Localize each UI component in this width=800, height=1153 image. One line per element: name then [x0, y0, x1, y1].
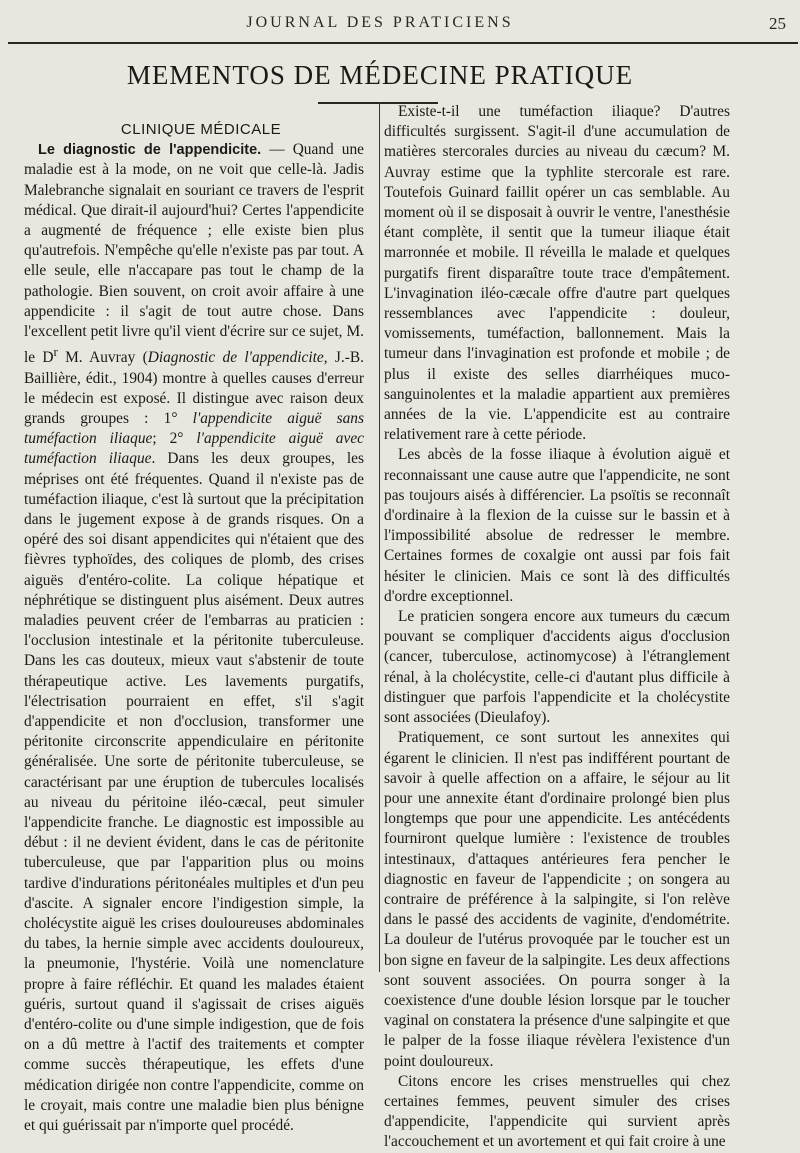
article-paragraph	[24, 140, 364, 1136]
subsection-heading: CLINIQUE MÉDICALE	[120, 121, 282, 138]
right-column	[384, 102, 730, 1153]
journal-title: JOURNAL DES PRATICIENS	[246, 14, 514, 31]
column-divider	[379, 102, 380, 972]
article-paragraph: Existe-t-il une tuméfaction iliaque? D'autres difficultés surgissent. S'agit-il d'une accumulation de matières stercorales durcies au niveau du cæcum? M. Auvray estime que la typhlite stercorale est rare. Toutefois Guinard faillit opérer un cas semblable. Au moment où il se disposait à ouvrir le ventre, l'anesthésie étant complète, il sentit que la tumeur iliaque était marronnée et mobile. Il réveilla le malade et quelques purgatifs firent disparaître toute trace d'empâtement. L'invagination iléo-cæcale offre d'autre part quelques ressemblances avec l'appendicite : douleur, vomissements, tuméfaction, ballonnement. Mais la tumeur dans l'invagination est profonde et mobile ; de plus il existe des selles diarrhéiques muco-sanguinolentes et la maladie appartient aux premières années de la vie. L'appendicite est au contraire relativement rare à cette période.	[384, 103, 730, 444]
section-title: MEMENTOS DE MÉDECINE PRATIQUE	[126, 60, 634, 90]
article-paragraph: Les abcès de la fosse iliaque à évolution aiguë et reconnaissant une cause autre que l'appendicite, ne sont pas toujours aisés à différencier. La psoïtis se reconnaît d'ordinaire à la flexion de la cuisse sur le bassin et à l'impossibilité absolue de redresser le membre. Certaines formes de coxalgie ont aussi par fois fait hésiter le clinicien. Mais ce sont là des difficultés d'ordre exceptionnel.	[384, 446, 730, 605]
group-two-label: l'appendicite aiguë avec tuméfaction iliaque	[24, 430, 364, 468]
paragraph-text: ; 2°	[152, 430, 197, 448]
paragraph-text: — Quand une maladie est à la mode, on ne voit que celle-là. Jadis Malebranche signalait en souriant ce travers de l'esprit médical. Que dirait-il aujourd'hui? Certes l'appendicite a augmenté de fréquence ; elle existe bien plus qu'autrefois. N'empêche qu'elle n'existe pas par tout. A elle seule, elle n'accapare pas tout le champ de la pathologie. Bien souvent, on croit avoir affaire à une appendicite : il s'agit de tout autre chose. Dans l'excellent petit livre qu'il vient d'écrire sur ce sujet, M. le D	[24, 141, 365, 367]
superscript: r	[53, 345, 58, 360]
article-paragraph: Citons encore les crises menstruelles qui chez certaines femmes, peuvent simuler des crises d'appendicite, l'appendicite qui survient après l'accouchement et un avortement et qui fait croire à une	[384, 1072, 730, 1151]
header-rule	[8, 42, 798, 44]
paragraph-text: M. Auvray (	[57, 349, 148, 367]
left-column	[24, 120, 364, 1136]
group-one-label: l'appendicite aiguë sans tuméfaction iliaque	[24, 409, 364, 448]
running-head	[0, 14, 800, 38]
paragraph-text: . Dans les deux groupes, les méprises ont été fréquentes. Quand il n'existe pas de tuméfaction iliaque, c'est là surtout que la précipitation dans le jugement expose à de grands risques. On a opéré des soi disant appendicites qui n'étaient que des fièvres typhoïdes, des coliques de plomb, des crises aiguës d'entéro-colite. La colique hépatique et néphrétique se distinguent plus aisément. Deux autres maladies peuvent créer de l'embarras au praticien : l'occlusion intestinale et la péritonite tuberculeuse. Dans les cas douteux, mieux vaut s'abstenir de toute thérapeutique active. Les lavements purgatifs, l'électrisation pourraient en effet, s'il s'agit d'appendicite et non d'occlusion, transformer une péritonite circonscrite appendiculaire en péritonite généralisée. Une sorte de péritonite tuberculeuse, se caractérisant par une éruption de tubercules localisés au niveau du péritoine iléo-cæcal, peut simuler l'appendicite franche. Le diagnostic est impossible au début : il ne devient évident, dans le cas de péritonite tuberculeuse, que par l'apparition plus ou moins tardive d'indurations péritonéales multiples et d'un peu d'ascite. A signaler encore l'indigestion simple, la cholécystite aiguë les crises douloureuses abdominales du tabes, la hernie simple avec accidents douloureux, la pneumonie, l'hystérie. Voilà une nomenclature propre à faire réfléchir. Et quand les malades étaient guéris, surtout quand il s'agissait de crises aiguës d'entéro-colite ou d'une simple indigestion, que de fois on a dû mettre à l'actif des traitements et compter comme succès thérapeutique, les effets d'une médication dirigée non contre l'appendicite, comme on le croyait, mais contre une maladie bien plus bénigne et qui guérissait par n'importe quel procédé.	[24, 450, 364, 1135]
book-title: Diagnostic de l'appendicite	[147, 349, 324, 367]
article-paragraph: Pratiquement, ce sont surtout les annexites qui égarent le clinicien. Il n'est pas indifférent pourtant de savoir à quelle affection on a affaire, le séjour au lit pour une annexite étant d'ordinaire prolongé bien plus longtemps que pour une appendicite. Les antécédents fourniront quelque lumière : l'existence de troubles intestinaux, d'attaques antérieures fera pencher le diagnostic en faveur de l'appendicite ; on songera au contraire de préférence à la salpingite, si l'on relève dans le passé des accidents de vaginite, d'endométrite. La douleur de l'utérus provoquée par le toucher est un bon signe en faveur de la salpingite. Les deux affections sont souvent associées. On pourra songer à la coexistence d'une double lésion lorsque par le toucher vaginal on constatera la présence d'une salpingite et que le palper de la fosse iliaque révèlera l'existence d'un point douloureux.	[384, 729, 730, 1070]
article-paragraph: Le praticien songera encore aux tumeurs du cæcum pouvant se compliquer d'accidents aigus d'occlusion (cancer, tuberculose, actinomycose) à l'étranglement rénal, à la cholécystite, celle-ci d'autant plus difficile à distinguer que parfois l'appendicite et la cholécystite sont associées (Dieulafoy).	[384, 608, 730, 727]
article-title: Le diagnostic de l'appendicite.	[38, 142, 262, 159]
page-number: 25	[769, 14, 786, 33]
paragraph-text: , J.-B. Baillière, édit., 1904) montre à quelles causes d'erreur le médecin est exposé. Il distingue avec raison deux grands groupes : 1°	[24, 349, 364, 427]
